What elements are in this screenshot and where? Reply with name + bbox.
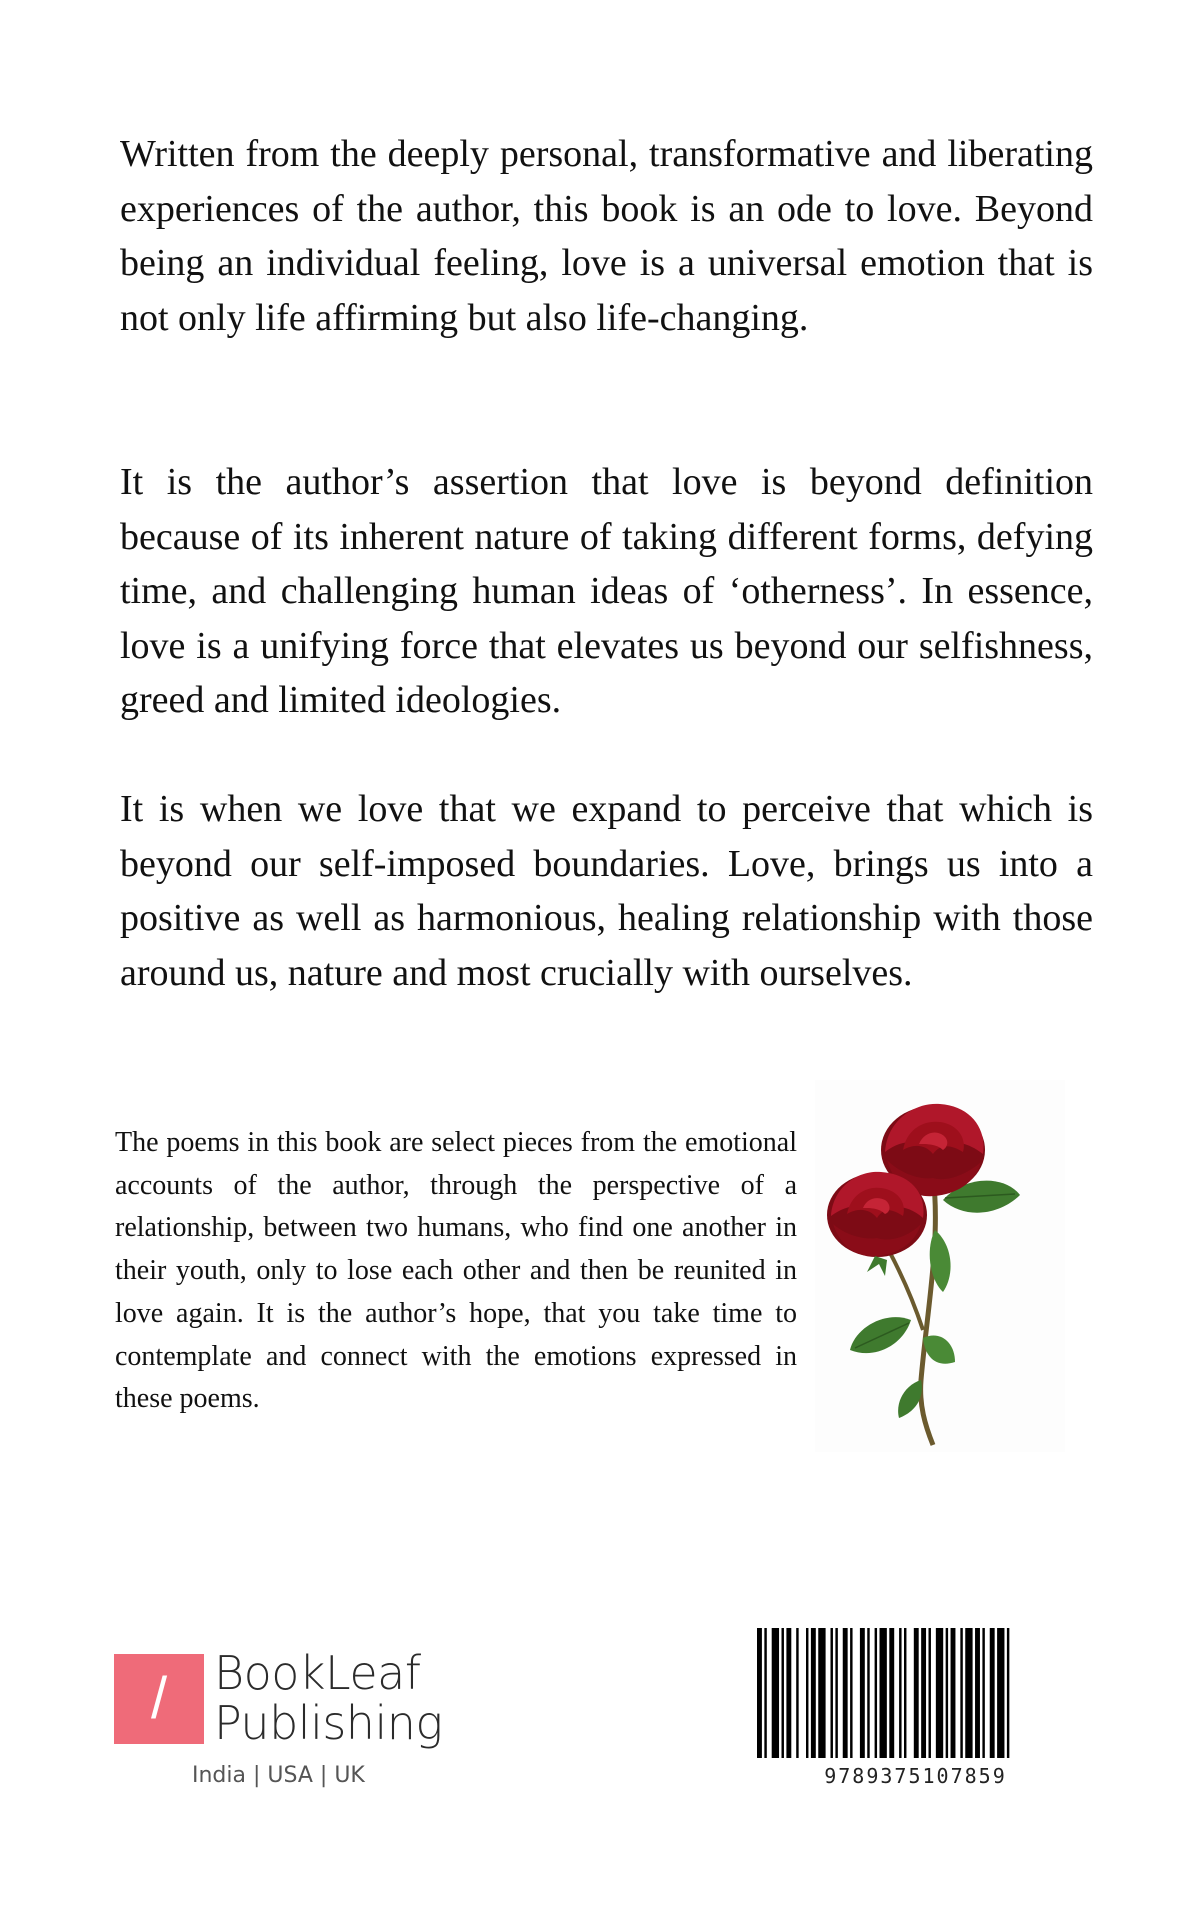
barcode-bar xyxy=(921,1628,926,1758)
barcode-bar xyxy=(880,1628,887,1758)
barcode-bar xyxy=(860,1628,865,1758)
barcode-bar xyxy=(889,1628,894,1758)
publisher-name-line1: BookLeaf xyxy=(214,1646,421,1700)
isbn-number: 9789375107859 xyxy=(824,1764,1007,1788)
publisher-name xyxy=(214,1648,443,1748)
barcode-bars xyxy=(755,1628,1076,1758)
barcode-bar xyxy=(899,1628,901,1758)
barcode-bar xyxy=(772,1628,779,1758)
blurb-paragraph-2: It is the author’s assertion that love is beyond definition because of its inherent nature of taking different forms, defying time, and challenging human ideas of ‘otherness’. In essence, love is a unifying force that elevates us beyond our selfishness, greed and limited ideologies. xyxy=(120,461,1093,721)
barcode-bar xyxy=(831,1628,833,1758)
barcode-bar xyxy=(757,1628,762,1758)
barcode-bar xyxy=(951,1628,956,1758)
barcode-bar xyxy=(786,1628,791,1758)
barcode-bar xyxy=(946,1628,948,1758)
bookleaf-logo-mark xyxy=(114,1654,204,1744)
barcode-bar xyxy=(843,1628,848,1758)
barcode-bar xyxy=(875,1628,877,1758)
barcode-bar xyxy=(867,1628,869,1758)
barcode-bar xyxy=(796,1628,798,1758)
barcode-bar xyxy=(1007,1628,1009,1758)
publisher-regions: India | USA | UK xyxy=(192,1763,365,1788)
barcode-bar xyxy=(850,1628,852,1758)
barcode-bar xyxy=(982,1628,984,1758)
barcode-bar xyxy=(990,1628,995,1758)
publisher-name-line2: Publishing xyxy=(214,1696,443,1750)
barcode-bar xyxy=(975,1628,980,1758)
barcode-bar xyxy=(965,1628,972,1758)
isbn-barcode xyxy=(755,1628,1076,1758)
barcode-bar xyxy=(960,1628,962,1758)
rose-illustration xyxy=(815,1080,1065,1452)
barcode-bar xyxy=(936,1628,943,1758)
barcode-bar xyxy=(835,1628,837,1758)
blurb-paragraph-3: It is when we love that we expand to perceive that which is beyond our self-imposed boundaries. Love, brings us into a positive as well as harmonious, healing relationship with those around us, nature and most crucially with ourselves. xyxy=(120,788,1093,994)
logo-slash-glyph: / xyxy=(150,1666,168,1731)
barcode-bar xyxy=(806,1628,808,1758)
barcode-bar xyxy=(811,1628,816,1758)
barcode-bar xyxy=(782,1628,784,1758)
barcode-bar xyxy=(904,1628,906,1758)
poems-description: The poems in this book are select pieces from the emotional accounts of the author, through the perspective of a relationship, between two humans, who find one another in their youth, only to lose each other and then be reunited in love again. It is the author’s hope, that you take time to contemplate and connect with the emotions expressed in these poems. xyxy=(115,1127,797,1415)
blurb-paragraph-1: Written from the deeply personal, transformative and liberating experiences of the author, this book is an ode to love. Beyond being an individual feeling, love is a universal emotion that is not only life affirming but also life-changing. xyxy=(120,133,1093,339)
rose-icon xyxy=(815,1080,1065,1452)
barcode-bar xyxy=(818,1628,825,1758)
barcode-bar xyxy=(914,1628,919,1758)
barcode-bar xyxy=(929,1628,931,1758)
barcode-bar xyxy=(764,1628,766,1758)
barcode-bar xyxy=(997,1628,1004,1758)
